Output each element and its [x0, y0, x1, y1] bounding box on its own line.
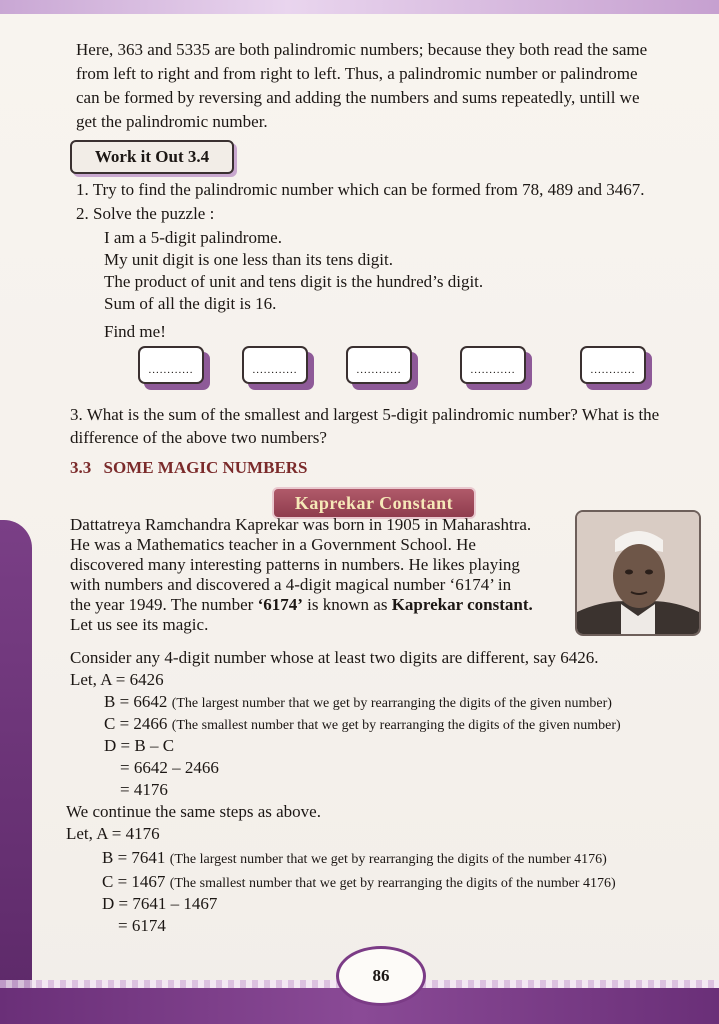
bio-line-5-c: is known as	[302, 595, 392, 614]
c-2466-note: (The smallest number that we get by rearranging the digits of the given number)	[171, 718, 621, 733]
bio-line-3: discovered many interesting patterns in numbers. He likes playing	[70, 555, 520, 574]
section-heading	[70, 458, 308, 478]
question-3-line-2: difference of the above two numbers?	[70, 428, 327, 447]
puzzle-line-1: I am a 5-digit palindrome.	[104, 228, 282, 247]
c-1467: C = 1467	[102, 872, 166, 891]
d-eq-6174: = 6174	[118, 916, 166, 935]
work-it-out-title: Work it Out 3.4	[70, 140, 234, 174]
b-6642: B = 6642	[104, 692, 168, 711]
answer-box-2[interactable]: ............	[242, 346, 308, 384]
puzzle-line-4: Sum of all the digit is 16.	[104, 294, 277, 313]
bio-line-5	[70, 595, 533, 615]
answer-box-3[interactable]: ............	[346, 346, 412, 384]
d-eq-subtraction: = 6642 – 2466	[120, 758, 219, 777]
question-1: 1. Try to find the palindromic number which can be formed from 78, 489 and 3467.	[76, 180, 645, 199]
bio-line-1: Dattatreya Ramchandra Kaprekar was born in 1905 in Maharashtra.	[70, 515, 532, 534]
section-title: SOME MAGIC NUMBERS	[103, 458, 308, 477]
kaprekar-constant-title: Kaprekar Constant	[272, 487, 476, 519]
bio-line-2: He was a Mathematics teacher in a Government School. He	[70, 535, 476, 554]
left-decorative-strip	[0, 520, 32, 990]
b-7641-line	[102, 848, 607, 868]
answer-box-1[interactable]: ............	[138, 346, 204, 384]
intro-line-4: get the palindromic number.	[76, 112, 268, 131]
bio-line-4: with numbers and discovered a 4-digit magical number ‘6174’ in	[70, 575, 512, 594]
c-1467-note: (The smallest number that we get by rearranging the digits of the number 4176)	[169, 876, 616, 891]
intro-line-2: from left to right and from right to left. Thus, a palindromic number or palindrome	[76, 64, 638, 83]
d-7641-minus-1467: D = 7641 – 1467	[102, 894, 218, 913]
b-6642-note: (The largest number that we get by rearranging the digits of the given number)	[171, 696, 612, 711]
c-2466: C = 2466	[104, 714, 168, 733]
continue-line: We continue the same steps as above.	[66, 802, 321, 821]
answer-box-5[interactable]: ............	[580, 346, 646, 384]
kaprekar-portrait	[575, 510, 701, 636]
consider-line: Consider any 4-digit number whose at least two digits are different, say 6426.	[70, 648, 599, 667]
find-me-label: Find me!	[104, 322, 166, 341]
intro-line-3: can be formed by reversing and adding the numbers and sums repeatedly, untill we	[76, 88, 640, 107]
section-number: 3.3	[70, 458, 92, 477]
b-7641-note: (The largest number that we get by rearranging the digits of the number 4176)	[169, 852, 607, 867]
bio-line-6: Let us see its magic.	[70, 615, 209, 634]
question-2: 2. Solve the puzzle :	[76, 204, 215, 223]
puzzle-line-2: My unit digit is one less than its tens digit.	[104, 250, 393, 269]
let-a-6426: Let, A = 6426	[70, 670, 164, 689]
bio-line-5-number: ‘6174’	[257, 595, 303, 614]
portrait-illustration	[577, 512, 699, 634]
b-6642-line	[104, 692, 612, 712]
c-2466-line	[104, 714, 621, 734]
intro-line-1: Here, 363 and 5335 are both palindromic numbers; because they both read the same	[76, 40, 648, 59]
puzzle-line-3: The product of unit and tens digit is the hundred’s digit.	[104, 272, 484, 291]
bio-line-5-constant: Kaprekar constant.	[391, 595, 533, 614]
bio-line-5-a: the year 1949. The number	[70, 595, 258, 614]
top-decorative-band	[0, 0, 719, 14]
answer-box-4[interactable]: ............	[460, 346, 526, 384]
b-7641: B = 7641	[102, 848, 166, 867]
c-1467-line	[102, 872, 616, 892]
let-a-4176: Let, A = 4176	[66, 824, 160, 843]
d-b-minus-c: D = B – C	[104, 736, 175, 755]
question-3-line-1: 3. What is the sum of the smallest and largest 5-digit palindromic number? What is the	[70, 405, 660, 424]
page-number: 86	[336, 946, 426, 1006]
d-eq-4176: = 4176	[120, 780, 168, 799]
